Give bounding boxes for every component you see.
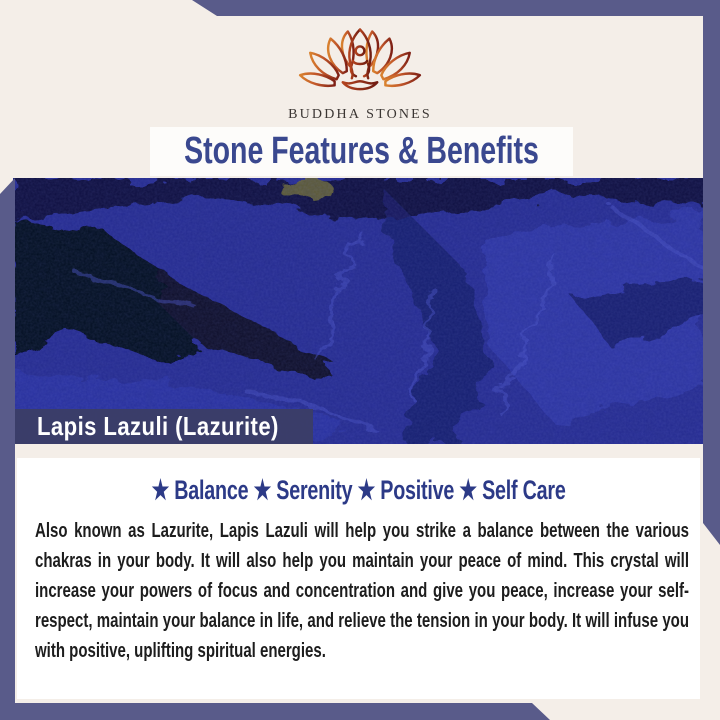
stone-name-label: Lapis Lazuli (Lazurite) xyxy=(37,411,279,441)
section-title: Stone Features & Benefits xyxy=(184,130,539,172)
brand-name: BUDDHA STONES xyxy=(288,107,432,122)
features-row xyxy=(17,475,700,506)
brand-logo xyxy=(0,26,720,123)
description-wrap xyxy=(35,516,689,666)
section-title-band xyxy=(150,127,573,176)
stone-name-banner xyxy=(0,409,313,444)
stone-photo xyxy=(13,178,706,444)
features-line: ★ Balance ★ Serenity ★ Positive ★ Self Care xyxy=(151,475,566,505)
content-card xyxy=(17,458,700,699)
lapis-rock-image xyxy=(13,178,706,444)
lotus-logo-icon xyxy=(294,26,426,100)
stone-description: Also known as Lazurite, Lapis Lazuli will help you strike a balance between the various chakras in your body. It will also help you maintain your peace of mind. This crystal will increase your powers of focus and concentration and give you peace, increase your self-respect, maintain your balance in life, and relieve the tension in your body. It will infuse you with positive, uplifting spiritual energies. xyxy=(35,520,689,662)
